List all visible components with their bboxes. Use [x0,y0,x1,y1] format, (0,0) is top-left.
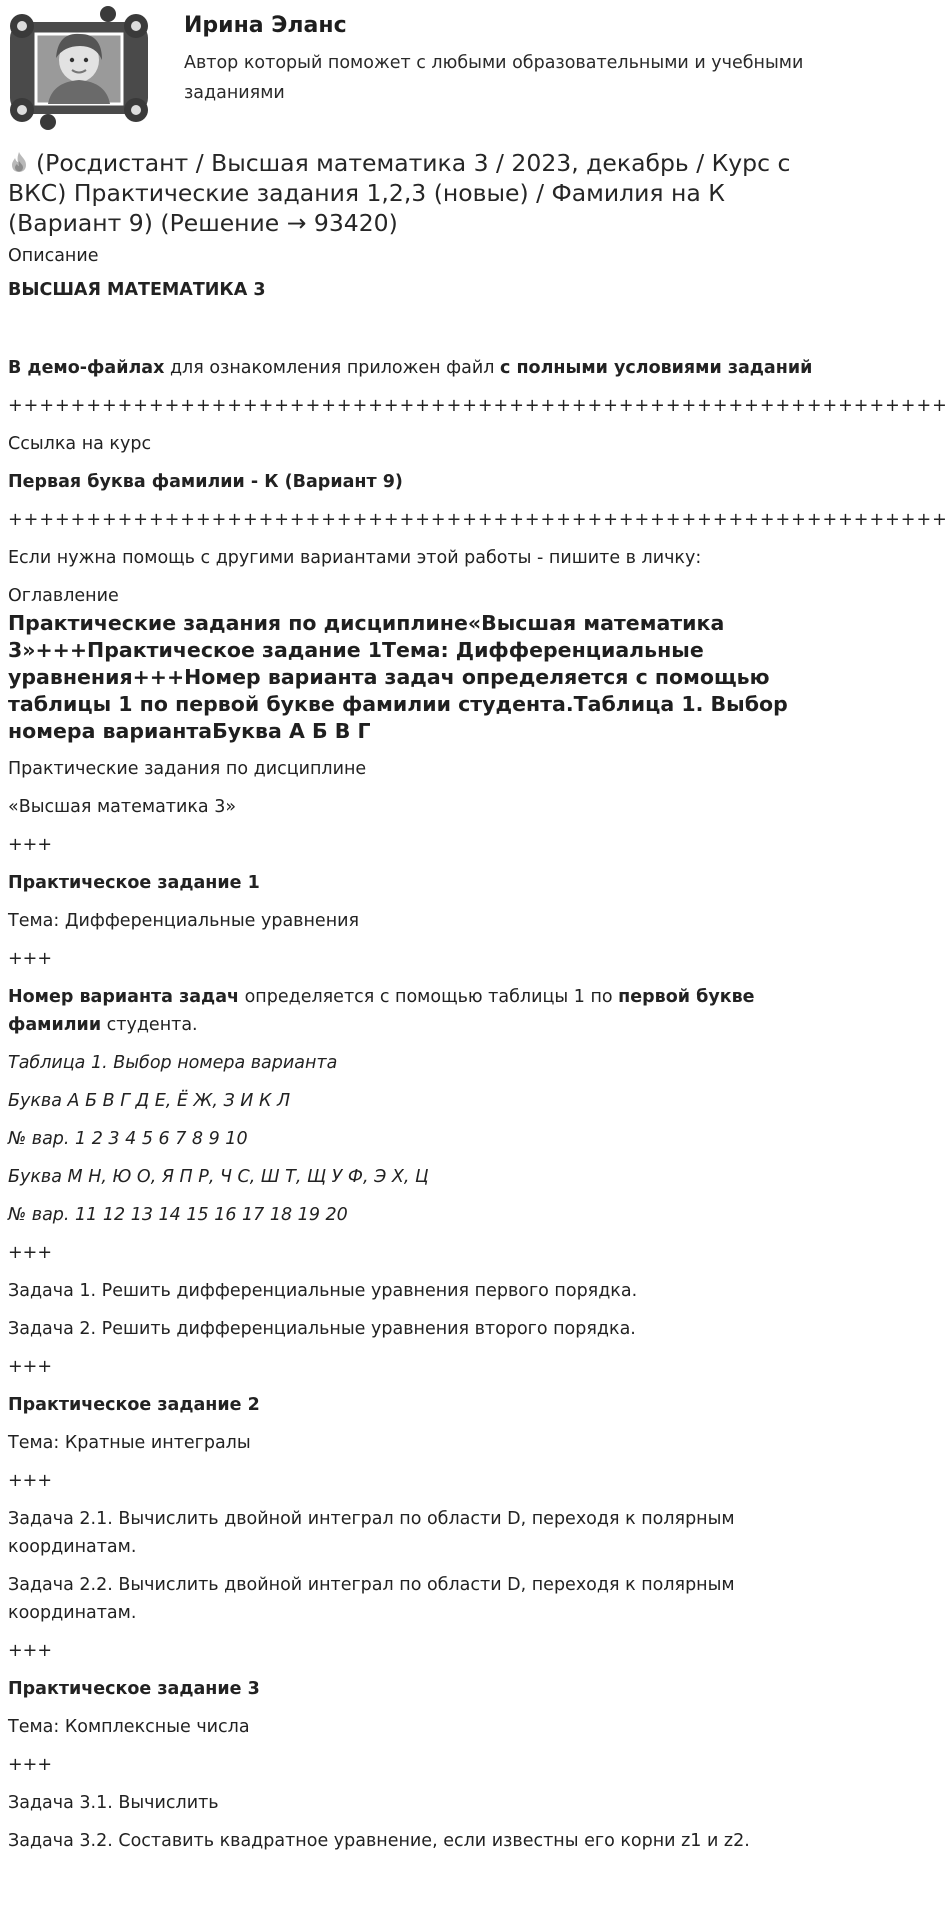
body-separator: +++ [8,1641,52,1661]
page-title [8,148,844,238]
product-content [8,148,948,1865]
variant-note-bold-2: первой букве фамилии [8,987,755,1035]
task-3-topic: Тема: Комплексные числа [8,1717,250,1737]
course-link[interactable]: Ссылка на курс [8,434,152,454]
toc-heading: Практические задания по дисциплине«Высшая математика 3»+++Практическое задание 1Тема: Дифференциальные уравнения+++Номер варианта задач определяется с помощью таблицы 1 по первой букве фамилии студента.Таблица 1. Выбор номера вариантаБуква А Б В Г [8,611,788,743]
task-2-heading: Практическое задание 2 [8,1395,260,1415]
demo-note-text: для ознакомления приложен файл [164,358,500,378]
variant-note-text: определяется с помощью таблицы 1 по [239,987,619,1007]
table-row: Буква М Н, Ю О, Я П Р, Ч С, Ш Т, Щ У Ф, Э Х, Ц [8,1167,429,1187]
toc-label: Оглавление [8,586,119,606]
task-2-topic: Тема: Кратные интегралы [8,1433,251,1453]
body-line: «Высшая математика 3» [8,797,237,817]
task-3-heading: Практическое задание 3 [8,1679,260,1699]
task-item: Задача 2.2. Вычислить двойной интеграл по области D, переходя к полярным координатам. [8,1575,735,1623]
table-title: Таблица 1. Выбор номера варианта [8,1053,338,1073]
task-item: Задача 2.1. Вычислить двойной интеграл по области D, переходя к полярным координатам. [8,1509,735,1557]
body-separator: +++ [8,1755,52,1775]
author-name[interactable]: Ирина Эланс [184,13,347,38]
body-separator: +++ [8,1243,52,1263]
variant-note-bold-1: Номер варианта задач [8,987,240,1007]
author-bio: Автор который поможет с любыми образовательными и учебными заданиями [184,53,804,103]
help-line: Если нужна помощь с другими вариантами этой работы - пишите в личку: [8,548,702,568]
body-line: Практические задания по дисциплине [8,759,367,779]
variant-note-end: студента. [101,1015,198,1035]
fire-icon [8,151,30,173]
variant-note [8,983,844,1039]
demo-note-bold-1: В демо-файлах [8,358,165,378]
page-title-text: (Росдистант / Высшая математика 3 / 2023, декабрь / Курс с ВКС) Практические задания 1,2,3 (новые) / Фамилия на К (Вариант 9) (Решение → 93420) [8,149,791,237]
body-separator: +++ [8,1471,52,1491]
task-item: Задача 1. Решить дифференциальные уравнения первого порядка. [8,1281,638,1301]
subject-heading: ВЫСШАЯ МАТЕМАТИКА 3 [8,280,266,300]
table-row: № вар. 11 12 13 14 15 16 17 18 19 20 [8,1205,348,1225]
table-row: № вар. 1 2 3 4 5 6 7 8 9 10 [8,1129,248,1149]
body-separator: +++ [8,835,52,855]
demo-note-bold-2: с полными условиями заданий [500,358,813,378]
task-item: Задача 3.1. Вычислить [8,1793,219,1813]
table-row: Буква А Б В Г Д Е, Ё Ж, З И К Л [8,1091,291,1111]
description-label: Описание [8,246,99,266]
separator-line-2: ++++++++++++++++++++++++++++++++++++++++++++++++++++++++++++ [8,510,948,530]
author-header [0,0,847,130]
body-separator: +++ [8,949,52,969]
body-separator: +++ [8,1357,52,1377]
task-item: Задача 2. Решить дифференциальные уравнения второго порядка. [8,1319,636,1339]
task-item: Задача 3.2. Составить квадратное уравнение, если известны его корни z1 и z2. [8,1831,750,1851]
task-1-topic: Тема: Дифференциальные уравнения [8,911,360,931]
surname-variant: Первая буква фамилии - К (Вариант 9) [8,472,403,492]
task-1-heading: Практическое задание 1 [8,873,260,893]
demo-note [8,354,844,382]
separator-line-1: ++++++++++++++++++++++++++++++++++++++++++++++++++++++++++++ [8,396,948,416]
author-avatar[interactable] [8,8,150,128]
